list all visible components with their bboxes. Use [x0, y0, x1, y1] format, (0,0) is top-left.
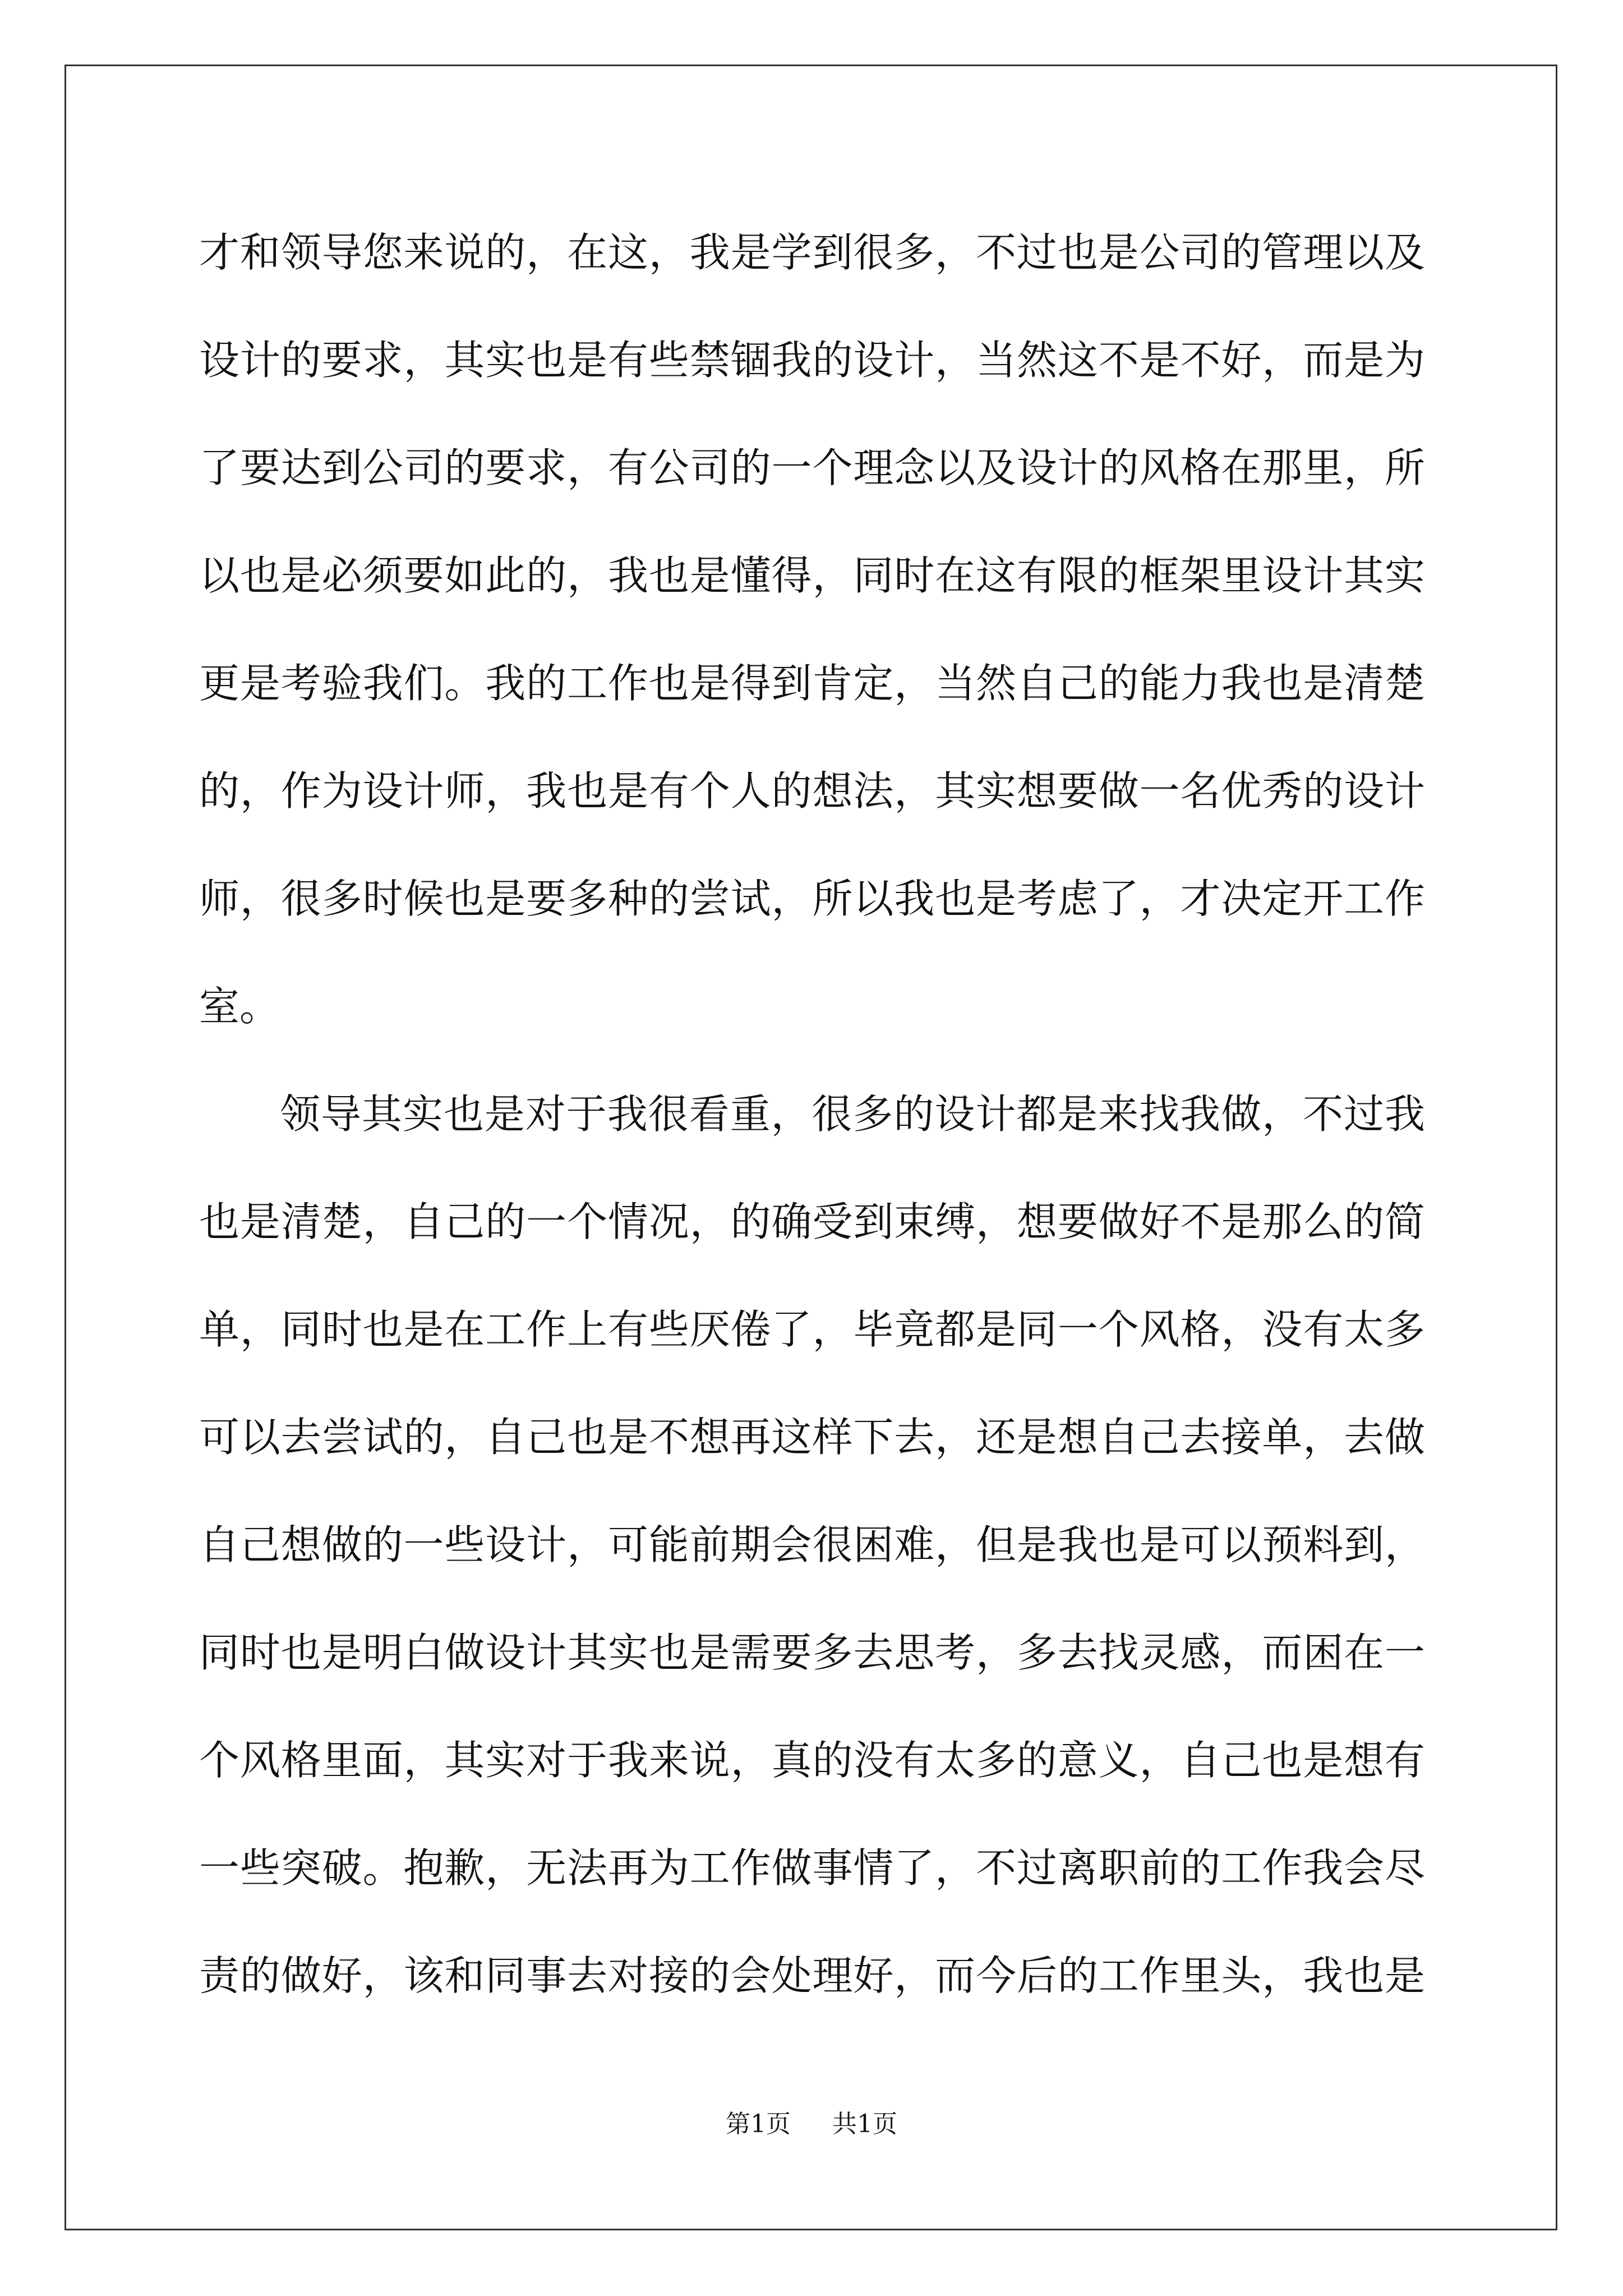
text-line: 一些突破。抱歉，无法再为工作做事情了，不过离职前的工作我会尽 [199, 1844, 1425, 1892]
text-line: 室。 [199, 983, 280, 1030]
text-line: 才和领导您来说的，在这，我是学到很多，不过也是公司的管理以及 [199, 229, 1425, 276]
text-line: 个风格里面，其实对于我来说，真的没有太多的意义，自己也是想有 [199, 1737, 1425, 1784]
paragraph-start-line: 领导其实也是对于我很看重，很多的设计都是来找我做，不过我 [280, 1091, 1425, 1138]
page-total: 共1页 [832, 2110, 897, 2138]
text-line: 师，很多时候也是要多种的尝试，所以我也是考虑了，才决定开工作 [199, 875, 1425, 922]
page-footer [0, 2104, 1623, 2139]
page-number: 第1页 [726, 2110, 791, 2138]
text-line: 责的做好，该和同事去对接的会处理好，而今后的工作里头，我也是 [199, 1952, 1425, 1999]
text-line: 以也是必须要如此的，我也是懂得，同时在这有限的框架里设计其实 [199, 552, 1425, 599]
text-line: 同时也是明白做设计其实也是需要多去思考，多去找灵感，而困在一 [199, 1629, 1425, 1676]
text-line: 设计的要求，其实也是有些禁锢我的设计，当然这不是不好，而是为 [199, 337, 1425, 384]
text-line: 了要达到公司的要求，有公司的一个理念以及设计的风格在那里，所 [199, 444, 1425, 491]
text-line: 可以去尝试的，自己也是不想再这样下去，还是想自己去接单，去做 [199, 1414, 1425, 1461]
text-line: 也是清楚，自己的一个情况，的确受到束缚，想要做好不是那么的简 [199, 1198, 1425, 1245]
text-line: 自己想做的一些设计，可能前期会很困难，但是我也是可以预料到， [199, 1521, 1425, 1568]
text-line: 更是考验我们。我的工作也是得到肯定，当然自己的能力我也是清楚 [199, 660, 1425, 707]
text-line: 单，同时也是在工作上有些厌倦了，毕竟都是同一个风格，没有太多 [199, 1306, 1425, 1353]
text-line: 的，作为设计师，我也是有个人的想法，其实想要做一名优秀的设计 [199, 767, 1425, 815]
